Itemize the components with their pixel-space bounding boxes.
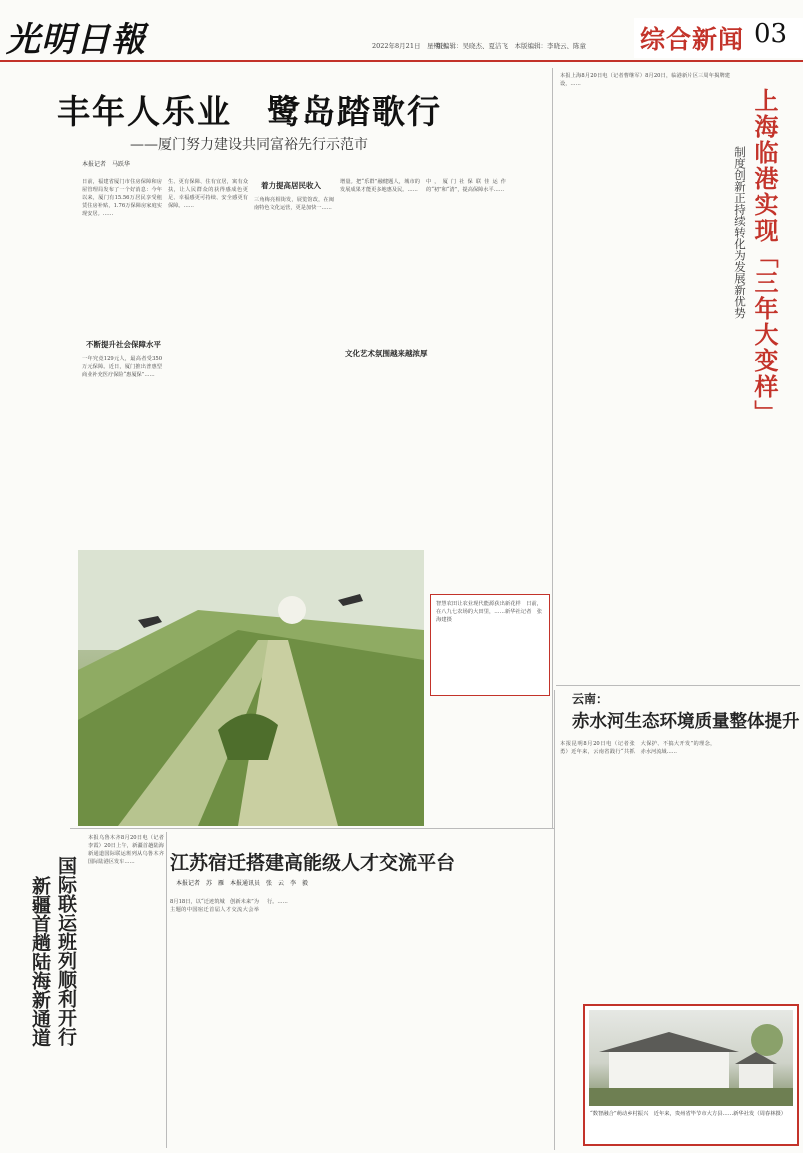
rule-lead-right [552,68,553,828]
lead-col1b-text: 一年究竟129元人，最高者受350万元保障。近日，厦门推出普惠型商业补充医疗保险“惠厦保”…… [82,356,162,379]
yunnan-kicker: 云南： [572,692,609,706]
small-photo-caption: “数智融合”萌动乡村振兴 近年来，贵州省毕节市大方县……新华社发（周春林摄） [590,1111,787,1117]
lead-subtitle: ——厦门努力建设共同富裕先行示范市 [130,137,368,153]
section-name: 综合新闻 [640,25,745,54]
right-story-title: 上海临港实现「三年大变样」 [750,88,779,426]
masthead-logo: 光明日報 [6,20,146,60]
lead-col1-text: 日前，福建省厦门市住房保障和房屋管理局发布了一个好消息：今年以来，厦门有15.56万居民享受租赁住房补贴，1.76万保障房家庭实现安居。…… [82,179,162,218]
lead-col3-text: 三角梅亮相街发，展览馆改，在闽南特色文化运营，更是加快一…… [254,197,334,212]
jiangsu-title: 江苏宿迁搭建高能级人才交流平台 [170,852,456,874]
yunnan-title: 赤水河生态环境质量整体提升 [572,712,800,732]
xinjiang-title-line1: 新疆首趟陆海新通道 [29,876,51,1047]
main-photo-caption: 智慧农田让农业现代能源获出新花样 日前，在八九七农场的大田里，……新华社记者 张海建摄 [436,601,542,624]
lead-title: 丰年人乐业 鹭岛踏歌行 [57,92,442,131]
page-number: 03 [754,19,788,49]
rule-jiangsu-left [166,832,167,1148]
divider-yunnan [556,685,800,686]
masthead-rule [0,60,803,62]
xinjiang-text: 本报乌鲁木齐8月20日电（记者李霞）20日上午，新疆首趟陆海新通道国际联运班列从乌鲁木齐国际陆港区发车…… [88,835,164,866]
right-story-text: 本报上海8月20日电（记者曹继军）8月20日，临港新片区三周年揭牌建设，…… [560,73,730,88]
lead-subhead-3: 文化艺术氛围越来越浓厚 [345,349,428,358]
right-story-deck: 制度创新正持续转化为发展新优势 [733,146,747,319]
lead-col4-text: 增量。把“乐群”融健题人，城市的发展成果才能更多地惠及民。…… [340,179,420,194]
masthead-editors: 一版编辑：吴晓杰、夏洁飞 本版编辑：李晓云、陈童 [430,42,586,50]
lead-subhead-1: 不断提升社会保障水平 [86,340,161,349]
farmland-illustration [78,550,424,826]
xinjiang-title-line2: 国际联运班列顺利开行 [55,856,77,1046]
yunnan-text: 本报昆明8月20日电（记者张勇）近年来，云南省践行“共抓大保护、不搞大开发”的理念，赤水河流域…… [560,741,716,756]
jiangsu-text: 8月18日，以“迁迹筑城 创新未来”为主题的中国宿迁首届人才交流大会举行。…… [170,899,288,914]
jiangsu-byline: 本报记者 苏 雁 本报通讯员 张 云 李 毅 [176,880,309,887]
masthead-date: 2022年8月21日 星期日 [372,42,447,50]
lead-byline: 本报记者 马跃华 [82,161,131,168]
village-building-illustration [589,1010,793,1106]
rule-jiangsu-right [554,690,555,1150]
lead-col2-text: 生、更有保障、住有宜居，寓有众扶，让人民群众的获得感成色更足、幸福感更可持续、安全感更有保障。…… [168,179,248,210]
small-photo [589,1010,793,1106]
main-photo [78,550,424,826]
lead-subhead-2: 着力提高居民收入 [261,181,321,190]
divider-jiangsu [70,828,554,829]
lead-col5-text: 中，厦门社保联佳运作的“初”和“清”，提高保障水平…… [426,179,506,194]
